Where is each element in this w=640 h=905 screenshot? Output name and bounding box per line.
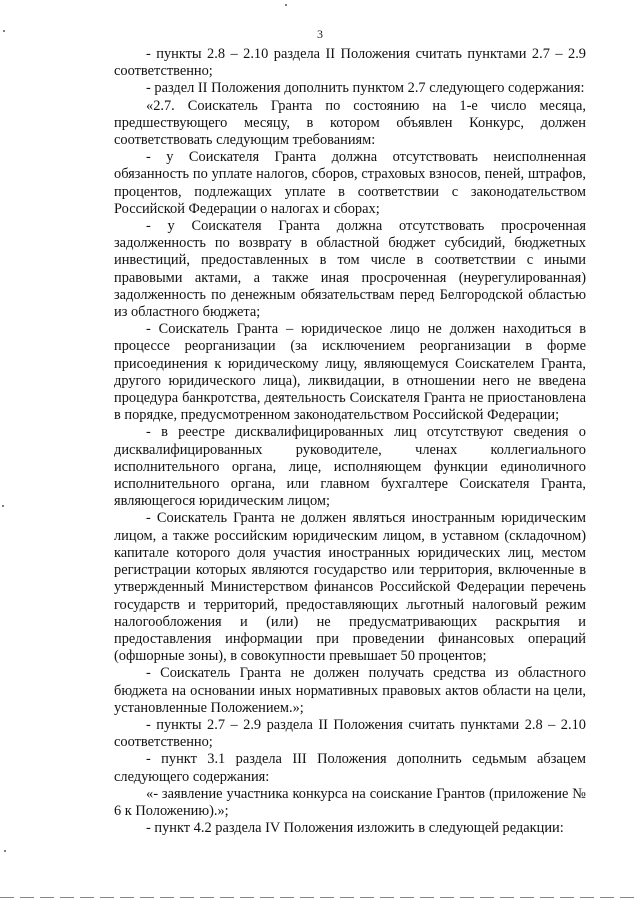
paragraph: - пункт 4.2 раздела IV Положения изложить в следующей редакции: bbox=[146, 820, 564, 837]
paragraph: - пункт 3.1 раздела III Положения дополнить седьмым абзацем следующего содержания: bbox=[114, 751, 586, 785]
paragraph: - у Соискателя Гранта должна отсутствовать просроченная задолженность по возврату в областной бюджет субсидий, бюджетных инвестиций, предоставленных в том числе в соответствии с иными правовыми актами, а также иная просроченная (неурегулированная) задолженность по денежным обязательствам перед Белгородской областью из областного бюджета; bbox=[114, 218, 586, 321]
scan-speck bbox=[4, 850, 6, 852]
page-number: 3 bbox=[317, 27, 323, 41]
scan-speck bbox=[3, 30, 5, 32]
scan-speck bbox=[2, 505, 4, 507]
document-body bbox=[114, 46, 586, 837]
paragraph: - Соискатель Гранта – юридическое лицо не должен находиться в процессе реорганизации (за исключением реорганизации в форме присоединения к юридическому лицу, являющемуся Соискателем Гранта, другого юридического лица), ликвидации, в отношении него не введена процедура банкротства, деятельность Соискателя Гранта не приостановлена в порядке, предусмотренном законодательством Российской Федерации; bbox=[114, 321, 586, 424]
paragraph: - пункты 2.8 – 2.10 раздела II Положения считать пунктами 2.7 – 2.9 соответственно; bbox=[114, 46, 586, 80]
paragraph: - в реестре дисквалифицированных лиц отсутствуют сведения о дисквалифицированных руководителе, членах коллегиального исполнительного органа, лице, исполняющем функции единоличного исполнительного органа, или главном бухгалтере Соискателя Гранта, являющегося юридическим лицом; bbox=[114, 424, 586, 510]
paragraph: - раздел II Положения дополнить пунктом 2.7 следующего содержания: bbox=[146, 80, 585, 97]
paragraph: - Соискатель Гранта не должен являться иностранным юридическим лицом, а также российским юридическим лицом, в уставном (складочном) капитале которого доля участия иностранных юридических лиц, местом регистрации которых являются государство или территория, включенные в утвержденный Министерством финансов Российской Федерации перечень государств и территорий, предоставляющих льготный налоговый режим налогообложения и (или) не предусматривающих раскрытия и предоставления информации при проведении финансовых операций (офшорные зоны), в совокупности превышает 50 процентов; bbox=[114, 510, 586, 665]
paragraph: «2.7. Соискатель Гранта по состоянию на 1-е число месяца, предшествующего месяцу, в котором объявлен Конкурс, должен соответствовать следующим требованиям: bbox=[114, 97, 586, 149]
paragraph: - у Соискателя Гранта должна отсутствовать неисполненная обязанность по уплате налогов, сборов, страховых взносов, пеней, штрафов, процентов, подлежащих уплате в соответствии с законодательством Российской Федерации о налогах и сборах; bbox=[114, 149, 586, 217]
paragraph: «- заявление участника конкурса на соискание Грантов (приложение № 6 к Положению).»; bbox=[114, 785, 586, 819]
scan-speck bbox=[285, 4, 287, 6]
paragraph: - Соискатель Гранта не должен получать средства из областного бюджета на основании иных нормативных правовых актов области на цели, установленные Положением.»; bbox=[114, 665, 586, 716]
scan-edge-line bbox=[0, 897, 640, 898]
paragraph: - пункты 2.7 – 2.9 раздела II Положения считать пунктами 2.8 – 2.10 соответственно; bbox=[114, 716, 586, 751]
